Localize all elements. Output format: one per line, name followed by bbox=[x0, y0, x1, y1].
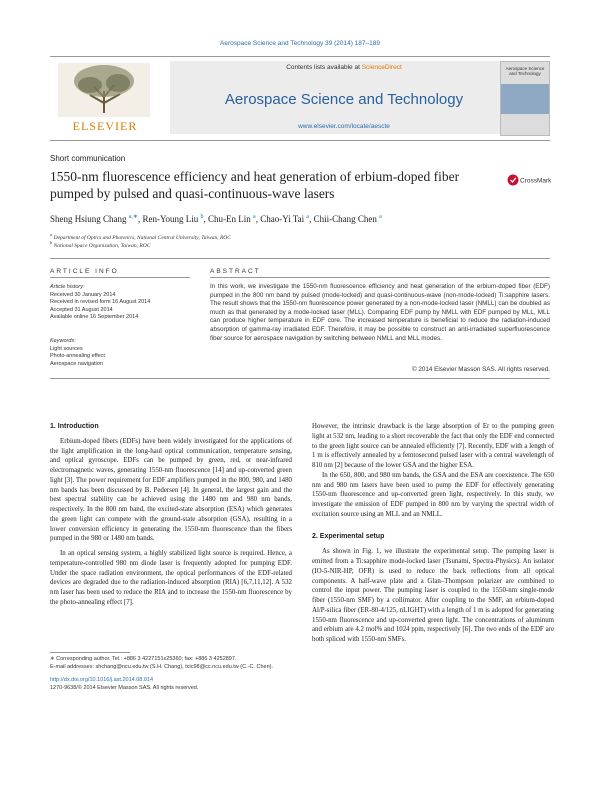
author-list: Sheng Hsiung Chang $^{a,∗}$, Ren-Young Liu $^b$, Chu-En Lin $^a$, Chao-Yi Tai $^a$, Chii-Chang Chen $^a$ bbox=[50, 214, 382, 224]
article-type: Short communication bbox=[50, 154, 126, 163]
sciencedirect-link[interactable]: ScienceDirect bbox=[361, 64, 402, 71]
footnote-divider bbox=[50, 652, 130, 653]
affiliation bbox=[50, 240, 150, 249]
article-title: 1550-nm fluorescence efficiency and heat generation of erbium-doped fiber pumped by pulsed and quasi-continuous-wave lasers bbox=[50, 169, 460, 201]
email-addresses[interactable]: E-mail addresses: shchang@ncu.edu.tw (S.H. Chang), tcic98@cc.ncu.edu.tw (C.-C. Chen). bbox=[50, 663, 274, 670]
divider bbox=[50, 258, 550, 259]
journal-header bbox=[50, 56, 550, 141]
affiliation-text: National Space Organization, Taiwan, ROC bbox=[53, 242, 151, 249]
history-item: Received in revised form 16 August 2014 bbox=[50, 299, 151, 306]
article-history bbox=[50, 284, 150, 322]
footnotes bbox=[50, 656, 295, 692]
affiliation-text: Department of Optics and Photonics, National Central University, Taiwan, ROC bbox=[53, 234, 231, 241]
cover-band bbox=[501, 84, 549, 114]
author-affiliation-marker[interactable]: b bbox=[200, 214, 204, 220]
body-paragraph: However, the intrinsic drawback is the large absorption of Er to the pumping green light at 532 nm, leading to a short recoverable the fact that only the EDF end connected to the green light source can be annealed efficiently [7]. Recently, EDF with a length of 1 m is effectively annealed by a femtosecond pulsed laser with a central wavelength of 810 nm [2] because of the lower GSA and the higher ESA. bbox=[312, 423, 554, 469]
cover-title: Aerospace Science and Technology bbox=[505, 66, 545, 76]
author-name[interactable]: Ren-Young Liu bbox=[142, 214, 199, 224]
body-paragraph: In an optical sensing system, a highly stabilized light source is required. Hence, a temperature-controlled 980 nm diode laser is frequently adopted for pumping EDF. Under the space radiation environment, the optical performances of the EDF-related devices are degraded due to the radiation-induced absorption (RIA) [6,7,11,12]. A 532 nm laser has been used to reduce the RIA and to increase the 1550-nm fluorescence by the photo-annealing effect [7]. bbox=[50, 550, 292, 606]
crossmark-label: CrossMark bbox=[520, 177, 551, 185]
article-info-heading: ARTICLE INFO bbox=[50, 268, 119, 275]
body-paragraph: Erbium-doped fibers (EDFs) have been widely investigated for the applications of the light amplification in the long-haul optical communication, temperature sensing, and optical gyroscope. EDFs can be pumped by green, red, or near-infrared electromagnetic waves, generating 1550-nm fluorescence [14] and up-converted green light [3]. The power requirement for EDF amplifiers pumped in the 800, 980, and 1480 nm bands has been discussed by B. Pedersen [4]. In general, the largest gain and the best spectral stability can be achieved using the 1480 nm and 980 nm bands, respectively. In the 800 nm band, the excited-state absorption (ESA) which generates the green light can compete with the ground-state absorption (GSA), resulting in a lower conversion efficiency in generating the 1550-nm fluorescence than the fibers pumped in the 980 or 1480 nm bands. bbox=[50, 437, 292, 543]
affiliation-marker: a bbox=[50, 232, 53, 237]
contents-line bbox=[170, 64, 518, 71]
body-right-column bbox=[312, 422, 554, 645]
keyword: Photo-annealing effect bbox=[50, 353, 105, 360]
keywords-label: Keywords: bbox=[50, 338, 76, 344]
affiliation-marker: b bbox=[50, 240, 53, 245]
section-heading: 2. Experimental setup bbox=[312, 532, 385, 540]
author-affiliation-marker[interactable]: a,∗ bbox=[128, 214, 138, 220]
abstract-heading: ABSTRACT bbox=[210, 268, 261, 275]
body-left-column bbox=[50, 422, 292, 608]
keyword: Aerospace navigation bbox=[50, 360, 103, 367]
crossmark-badge[interactable] bbox=[507, 173, 551, 187]
publisher-wordmark: ELSEVIER bbox=[72, 119, 138, 133]
header-banner bbox=[170, 61, 518, 134]
history-item: Available online 16 September 2014 bbox=[50, 314, 139, 321]
abstract-text: In this work, we investigate the 1550-nm fluorescence efficiency and heat generation of the erbium-doped fiber (EDF) pumped in the 800 nm band by pulsed (mode-locked) and quasi-continuous-wave (non-mode-locked) Ti:sapphire lasers. The result shows that the 1550-nm fluorescence power generated by a non-mode-locked laser (NMLL) can be doubled as much as that generated by a mode-locked laser (MLL). Comparing EDF pump by NMLL with EDF pumped by MLL, MLL can produce higher temperature in EDF core. The increased temperature is beneficial to reduce the radiation-induced absorption of gamma-ray irradiated EDF. Therefore, it may be possible to construct an anti-irradiated superfluorescence fiber source for aerospace navigation by switching between NMLL and MLL modes. bbox=[210, 283, 550, 342]
doi-link[interactable]: http://dx.doi.org/10.1016/j.ast.2014.08.014 bbox=[50, 677, 154, 683]
divider bbox=[50, 277, 190, 278]
author-affiliation-marker[interactable]: a bbox=[306, 214, 310, 220]
section-heading: 1. Introduction bbox=[50, 423, 99, 430]
keywords bbox=[50, 338, 105, 368]
divider bbox=[210, 277, 550, 278]
author-affiliation-marker[interactable]: a bbox=[379, 214, 382, 220]
history-item: Accepted 31 August 2014 bbox=[50, 306, 113, 313]
issn-copyright: 1270-9638/© 2014 Elsevier Masson SAS. All rights reserved. bbox=[50, 684, 199, 691]
body-paragraph: In the 650, 800, and 980 nm bands, the GSA and the ESA are coexistence. The 650 nm and 980 nm lasers have been used to pump the EDF for effectively generating 1550-nm fluorescence and up-converted green light, respectively. In this study, we investigate the emission of EDF pumped in 800 nm by varying the spectral width of excitation source using an MLL and an NMLL. bbox=[312, 471, 554, 518]
contents-label: Contents lists available at bbox=[286, 64, 362, 71]
corresponding-author: ∗ Corresponding author. Tel.: +886 3 4227151x25360; fax: +886 3 4252897. bbox=[50, 656, 237, 662]
journal-citation[interactable]: Aerospace Science and Technology 39 (2014) 187–189 bbox=[220, 40, 380, 47]
elsevier-tree-logo bbox=[50, 61, 160, 133]
author-name[interactable]: Sheng Hsiung Chang bbox=[50, 214, 127, 224]
abstract-copyright: © 2014 Elsevier Masson SAS. All rights reserved. bbox=[412, 366, 550, 373]
journal-title: Aerospace Science and Technology bbox=[224, 91, 464, 108]
history-label: Article history: bbox=[50, 284, 85, 290]
history-item: Received 30 January 2014 bbox=[50, 291, 116, 298]
author-name[interactable]: Chao-Yi Tai bbox=[260, 214, 305, 224]
journal-cover-thumbnail bbox=[500, 61, 550, 136]
author-name[interactable]: Chii-Chang Chen bbox=[313, 214, 377, 224]
keyword: Light sources bbox=[50, 345, 83, 352]
author-affiliation-marker[interactable]: a bbox=[253, 214, 256, 220]
body-paragraph: As shown in Fig. 1, we illustrate the experimental setup. The pumping laser is emitted from a Ti:sapphire mode-locked laser (Tsunami, Spectra-Physics). An isolator (IO-5-NIR-HP, OFR) is used to reduce the back reflections from all optical components. A half-wave plate and a Glan–Thompson polarizer are combined to control the input power. The pumping laser is coupled to the 1550-nm single-mode fiber (1550-nm SMF) by a collimator. After coupling to the SMF, an erbium-doped Al/P-silica fiber (ER-80-4/125, nLIGHT) with a length of 1 m is adopted for generating 1550-nm fluorescence and up-converted green light. The concentrations of aluminum and erbium are 4.2 mol% and 1024 ppm, respectively [6]. The two ends of the EDF are both spliced with 1550-nm SMFs. bbox=[312, 548, 554, 643]
crossmark-icon bbox=[508, 175, 519, 186]
author-name[interactable]: Chu-En Lin bbox=[208, 214, 251, 224]
divider bbox=[50, 378, 550, 379]
journal-homepage-link[interactable]: www.elsevier.com/locate/aescte bbox=[298, 123, 390, 130]
